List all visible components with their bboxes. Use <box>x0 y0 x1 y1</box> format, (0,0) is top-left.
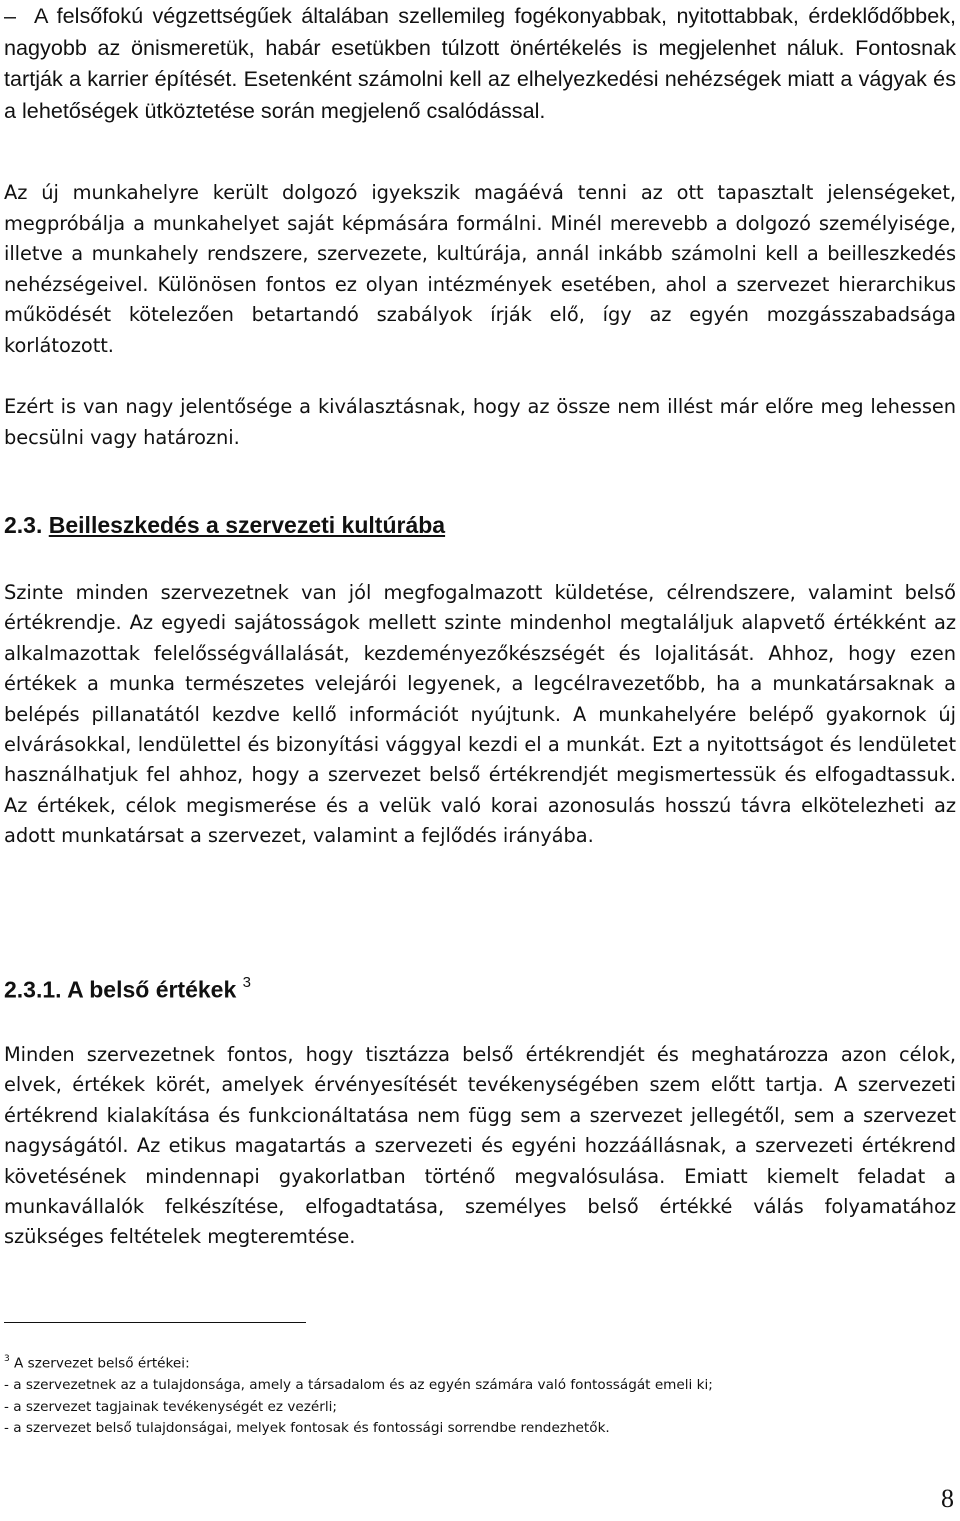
bullet-text: A felsőfokú végzettségűek általában szellemileg fogékonyabbak, nyitottabbak, érdeklődőbbek, nagyobb az önismeretük, habár esetükben túlzott önértékelés is megjelenhet náluk. Fontosnak tartják a karrier építését. Esetenként számolni kell az elhelyezkedési nehézségek miatt a vágyak és a lehetőségek ütköztetése során megjelenő csalódással. <box>4 3 956 123</box>
paragraph-internal-values: Minden szervezetnek fontos, hogy tisztázza belső értékrendjét és meghatározza azon célok, elvek, értékek körét, amelyek érvényesítését tevékenységében szem előtt tartja. A szervezeti értékrend kialakítása és funkcionáltatása nem függ sem a szervezet jellegétől, sem a szervezet nagyságától. Az etikus magatartás a szervezeti és egyéni hozzáállásnak, a szervezeti értékrend követésének mindennapi gyakorlatban történő megvalósulása. Emiatt kiemelt feladat a munkavállalók felkészítése, elfogadtatása, személyes belső értékké válás folyamatához szükséges feltételek megteremtése. <box>4 1043 956 1249</box>
footnote-line: - a szervezetnek az a tulajdonsága, amely a társadalom és az egyén számára való fontosságát emeli ki; <box>4 1377 713 1394</box>
footnote-title: A szervezet belső értékei: <box>9 1355 190 1372</box>
section-number: 2.3. <box>4 512 43 538</box>
subsection-heading <box>4 970 251 1005</box>
footnotes <box>4 1350 944 1440</box>
footnote-title-line <box>4 1350 944 1375</box>
bullet-paragraph <box>4 0 956 126</box>
footnote-separator <box>4 1322 306 1323</box>
footnote-line: - a szervezet tagjainak tevékenységét ez vezérli; <box>4 1398 337 1415</box>
section-title: Beilleszkedés a szervezeti kultúrába <box>48 512 446 538</box>
bullet-dash: – <box>4 3 17 28</box>
paragraph-adaptation: Az új munkahelyre került dolgozó igyekszik magáévá tenni az ott tapasztalt jelenségeket, megpróbálja a munkahelyet saját képmására formálni. Minél merevebb a dolgozó személyisége, illetve a munkahely rendszere, szervezete, kultúrája, annál inkább számolni kell a beilleszkedés nehézségeivel. Különösen fontos ez olyan intézmények esetében, ahol a szervezet hierarchikus működését kötelezően betartandó szabályok írják elő, így az egyén mozgásszabadsága korlátozott. <box>4 181 956 357</box>
page-number: 8 <box>941 1484 954 1513</box>
paragraph-organizational-values: Szinte minden szervezetnek van jól megfogalmazott küldetése, célrendszere, valamint belső értékrendje. Az egyedi sajátosságok mellett szinte mindenhol megtaláljuk alapvető értékként az alkalmazottak felelősségvállalását, kezdeményezőkészségét és lojalitását. Ahhoz, hogy ezen értékek a munka természetes velejárói legyenek, a legcélravezetőbb, ha a munkatársaknak a belépés pillanatától kezdve kellő információt nyújtunk. A munkahelyére belépő gyakornok új elvárásokkal, lendülettel és bizonyítási vággyal kezdi el a munkát. Ezt a nyitottságot és lendületet használhatjuk fel ahhoz, hogy a szervezet belső értékrendjét megismertessük és elfogadtassuk. Az értékek, célok megismerése és a velük való korai azonosulás hosszú távra elkötelezheti az adott munkatársat a szervezet, valamint a fejlődés irányába. <box>4 581 956 848</box>
paragraph-selection: Ezért is van nagy jelentősége a kiválasztásnak, hogy az össze nem illést már előre meg lehessen becsülni vagy határozni. <box>4 395 956 449</box>
footnote-line: - a szervezet belső tulajdonságai, melyek fontosak és fontossági sorrendbe rendezhetők. <box>4 1420 610 1437</box>
footnote-marker: 3 <box>4 1354 10 1364</box>
footnote-reference: 3 <box>242 974 251 991</box>
section-heading <box>4 510 445 540</box>
subsection-title: 2.3.1. A belső értékek <box>4 976 237 1003</box>
